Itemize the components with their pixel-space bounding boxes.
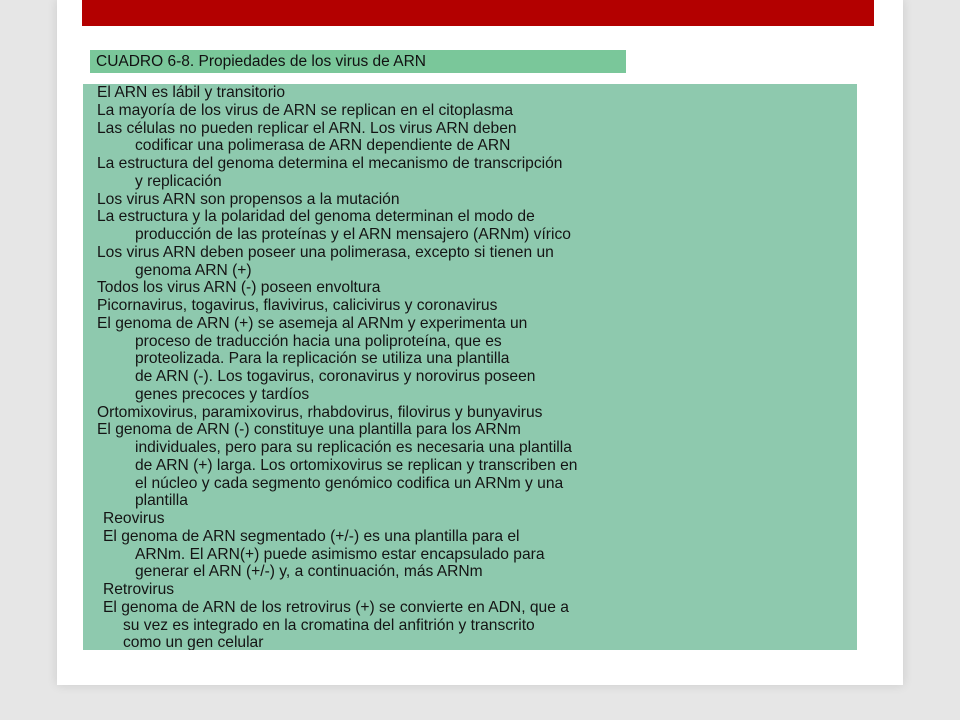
table-title: CUADRO 6-8. Propiedades de los virus de ARN [90,50,626,73]
table-line: Las células no pueden replicar el ARN. Los virus ARN deben [97,119,517,137]
table-line: generar el ARN (+/-) y, a continuación, más ARNm [135,563,483,581]
table-line: producción de las proteínas y el ARN mensajero (ARNm) vírico [135,226,571,243]
table-line: Retrovirus [103,581,175,598]
table-line: individuales, pero para su replicación es necesaria una plantilla [135,439,572,456]
table-line: de ARN (-). Los togavirus, coronavirus y norovirus poseen [135,368,536,385]
table-line: El genoma de ARN segmentado (+/-) es una plantilla para el [103,527,520,545]
table-line: proteolizada. Para la replicación se utiliza una plantilla [135,350,510,368]
table-line: La mayoría de los virus de ARN se replican en el citoplasma [97,101,514,119]
table-line: Picornavirus, togavirus, flavivirus, calicivirus y coronavirus [97,297,498,314]
table-line: de ARN (+) larga. Los ortomixovirus se replican y transcriben en [135,456,578,474]
table-line: El genoma de ARN (-) constituye una plantilla para los ARNm [97,421,521,439]
table-body [83,84,857,650]
table-line: como un gen celular [123,634,264,650]
table-line: Reovirus [103,510,165,527]
table-line: plantilla [135,492,188,510]
table-line: Los virus ARN deben poseer una polimerasa, excepto si tienen un [97,243,554,261]
table-line: El genoma de ARN de los retrovirus (+) se convierte en ADN, que a [103,598,569,616]
table-line: El ARN es lábil y transitorio [97,84,286,101]
table-line: codificar una polimerasa de ARN dependiente de ARN [135,137,511,155]
table-line: La estructura y la polaridad del genoma determinan el modo de [97,208,535,226]
table-line: La estructura del genoma determina el mecanismo de transcripción [97,155,563,172]
table-line: genoma ARN (+) [135,261,252,279]
table-line: genes precoces y tardíos [135,385,310,403]
table-line: su vez es integrado en la cromatina del anfitrión y transcrito [123,616,535,634]
table-line: ARNm. El ARN(+) puede asimismo estar encapsulado para [135,545,545,563]
table-line: el núcleo y cada segmento genómico codifica un ARNm y una [135,474,564,492]
header-bar [82,0,874,26]
table-line: Los virus ARN son propensos a la mutación [97,190,400,208]
table-line: Ortomixovirus, paramixovirus, rhabdovirus, filovirus y bunyavirus [97,403,543,421]
table-line: El genoma de ARN (+) se asemeja al ARNm y experimenta un [97,314,528,332]
table-line: Todos los virus ARN (-) poseen envoltura [97,279,381,297]
table-line: proceso de traducción hacia una poliproteína, que es [135,332,502,350]
table-line: y replicación [135,172,222,190]
